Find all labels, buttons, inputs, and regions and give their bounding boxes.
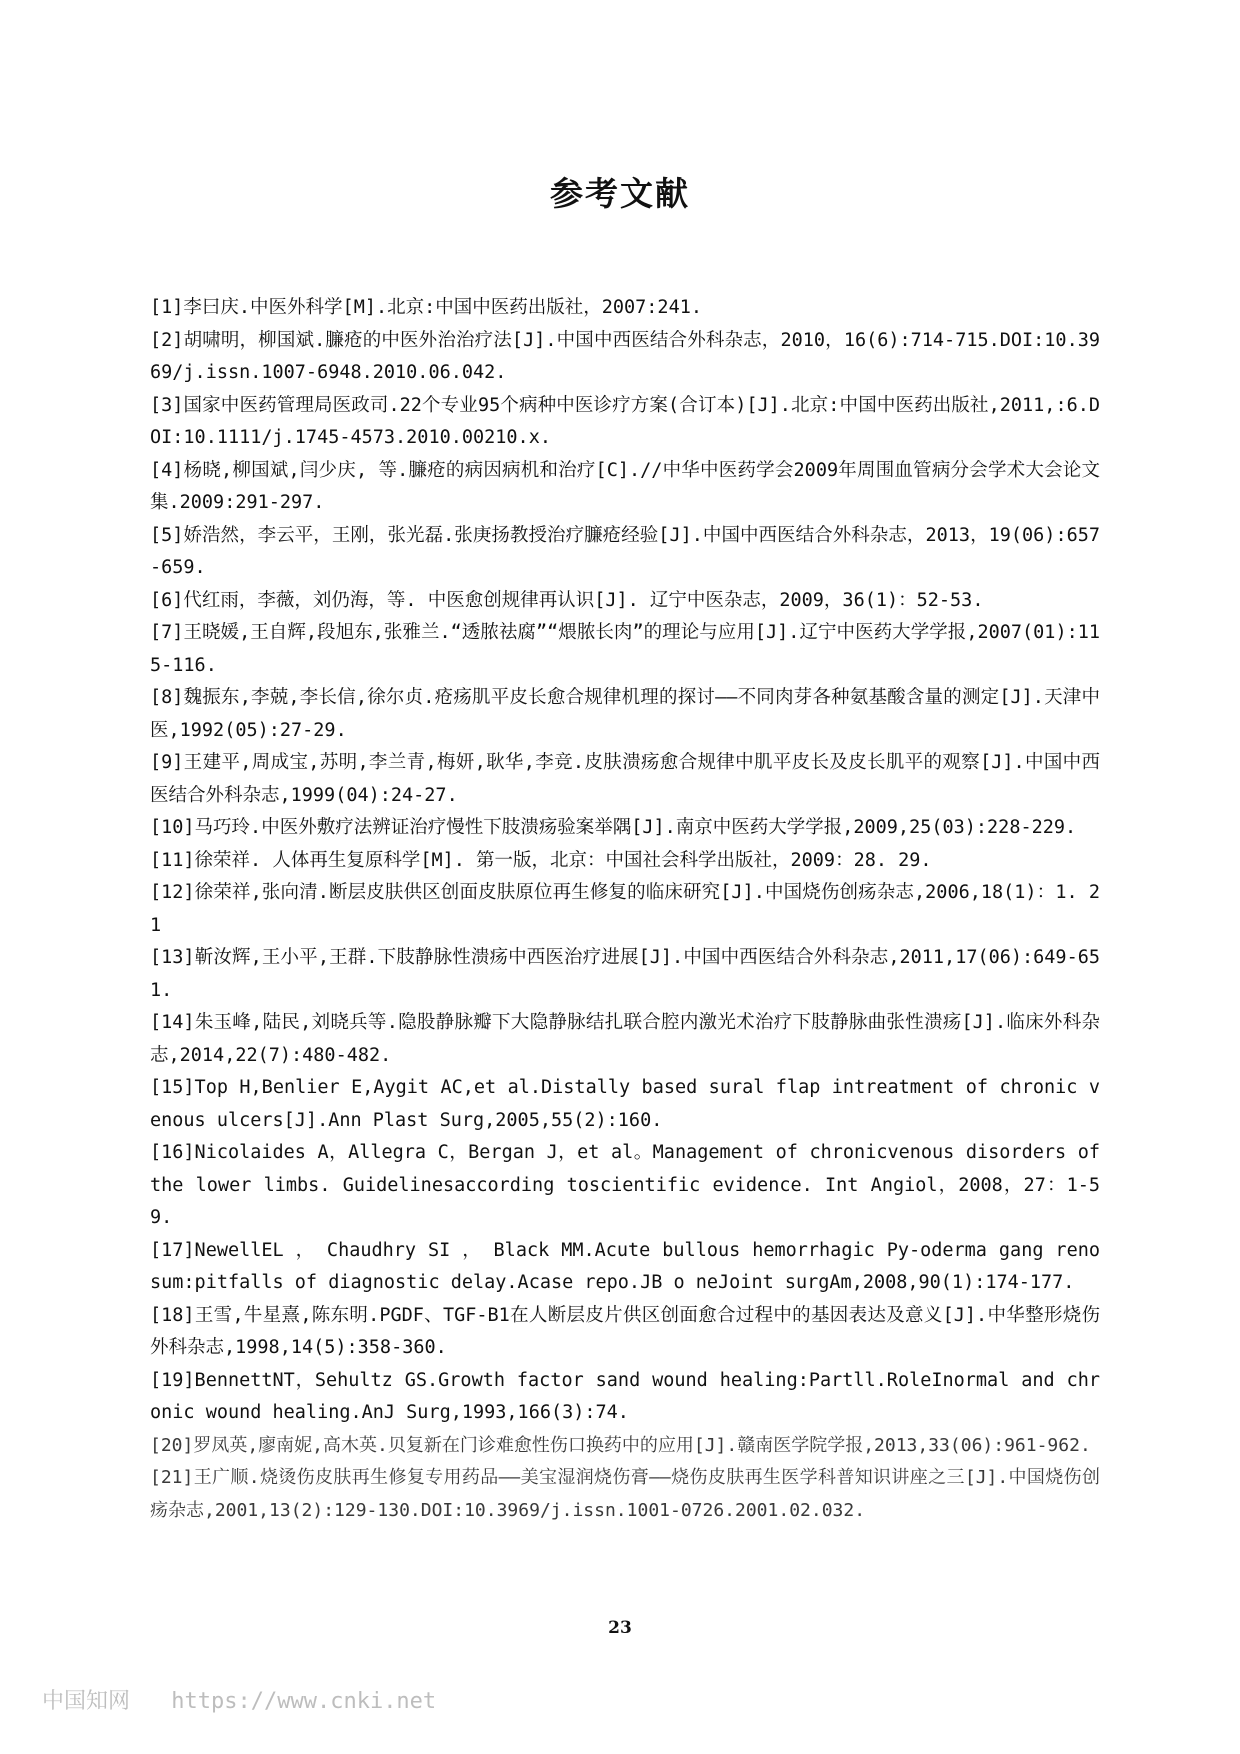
reference-item: [5]娇浩然，李云平，王刚，张光磊.张庚扬教授治疗臁疮经验[J].中国中西医结合外科杂志，2013，19(06):657-659. <box>150 524 1100 578</box>
reference-item: [1]李曰庆.中医外科学[M].北京:中国中医药出版社，2007:241. <box>150 297 702 318</box>
reference-item: [11]徐荣祥. 人体再生复原科学[M]. 第一版，北京：中国社会科学出版社，2009：28. 29. <box>150 849 932 871</box>
reference-item: [2]胡啸明，柳国斌.臁疮的中医外治治疗法[J].中国中西医结合外科杂志，2010，16(6):714-715.DOI:10.3969/j.issn.1007-6948.2010.06.042. <box>150 329 1100 383</box>
reference-item: [8]魏振东,李兢,李长信,徐尔贞.疮疡肌平皮长愈合规律机理的探讨——不同肉芽各种氨基酸含量的测定[J].天津中医,1992(05):27-29. <box>150 687 1100 741</box>
reference-item: [9]王建平,周成宝,苏明,李兰青,梅妍,耿华,李竞.皮肤溃疡愈合规律中肌平皮长及皮长肌平的观察[J].中国中西医结合外科杂志,1999(04):24-27. <box>150 752 1100 806</box>
reference-item: [12]徐荣祥,张向清.断层皮肤供区创面皮肤原位再生修复的临床研究[J].中国烧伤创疡杂志,2006,18(1)：1. 21 <box>150 882 1100 936</box>
reference-item: [13]靳汝辉,王小平,王群.下肢静脉性溃疡中西医治疗进展[J].中国中西医结合外科杂志,2011,17(06):649-651. <box>150 947 1100 1001</box>
reference-item: [6]代红雨，李薇，刘仍海，等. 中医愈创规律再认识[J]. 辽宁中医杂志，2009，36(1)：52-53. <box>150 589 984 611</box>
reference-item: [15]Top H,Benlier E,Aygit AC,et al.Distally based sural flap intreatment of chronic venous ulcers[J].Ann Plast Surg,2005,55(2):160. <box>150 1077 1100 1131</box>
reference-item: [19]BennettNT，Sehultz GS.Growth factor sand wound healing:Partll.RoleInormal and chronic wound healing.AnJ Surg,1993,166(3):74. <box>150 1369 1100 1423</box>
reference-item: [10]马巧玲.中医外敷疗法辨证治疗慢性下肢溃疡验案举隅[J].南京中医药大学学报,2009,25(03):228-229. <box>150 817 1077 838</box>
watermark-site-name: 中国知网 <box>42 1689 131 1714</box>
reference-item: [16]Nicolaides A，Allegra C，Bergan J，et al。Management of chronicvenous disorders of the lower limbs. Guidelinesaccording toscientific evidence. Int Angiol，2008，27：1-59. <box>150 1142 1100 1228</box>
cnki-watermark <box>42 1684 436 1715</box>
reference-item: [17]NewellEL ， Chaudhry SI ， Black MM.Acute bullous hemorrhagic Py-oderma gang renosum:pitfalls of diagnostic delay.Acase repo.JB o neJoint surgAm,2008,90(1):174-177. <box>150 1239 1100 1293</box>
reference-item: [21]王广顺.烧烫伤皮肤再生修复专用药品——美宝湿润烧伤膏——烧伤皮肤再生医学科普知识讲座之三[J].中国烧伤创疡杂志,2001,13(2):129-130.DOI:10.3969/j.issn.1001-0726.2001.02.032. <box>150 1467 1100 1521</box>
reference-item: [20]罗凤英,廖南妮,高木英.贝复新在门诊难愈性伤口换药中的应用[J].赣南医学院学报,2013,33(06):961-962. <box>150 1434 1091 1456</box>
page-title: 参考文献 <box>550 174 690 213</box>
page-number: 23 <box>608 1618 632 1638</box>
reference-item: [7]王晓媛,王自辉,段旭东,张雅兰.“透脓祛腐”“煨脓长肉”的理论与应用[J].辽宁中医药大学学报,2007(01):115-116. <box>150 622 1100 676</box>
reference-item: [4]杨晓,柳国斌,闫少庆, 等.臁疮的病因病机和治疗[C].//中华中医药学会2009年周围血管病分会学术大会论文集.2009:291-297. <box>150 459 1100 513</box>
reference-list <box>150 292 1100 1527</box>
reference-item: [14]朱玉峰,陆民,刘晓兵等.隐股静脉瓣下大隐静脉结扎联合腔内激光术治疗下肢静脉曲张性溃疡[J].临床外科杂志,2014,22(7):480-482. <box>150 1012 1100 1066</box>
reference-item: [18]王雪,牛星熹,陈东明.PGDF、TGF-Β1在人断层皮片供区创面愈合过程中的基因表达及意义[J].中华整形烧伤外科杂志,1998,14(5):358-360. <box>150 1304 1100 1358</box>
reference-item: [3]国家中医药管理局医政司.22个专业95个病种中医诊疗方案(合订本)[J].北京:中国中医药出版社,2011,:6.DOI:10.1111/j.1745-4573.2010.00210.x. <box>150 394 1100 448</box>
watermark-url: https://www.cnki.net <box>171 1689 437 1714</box>
